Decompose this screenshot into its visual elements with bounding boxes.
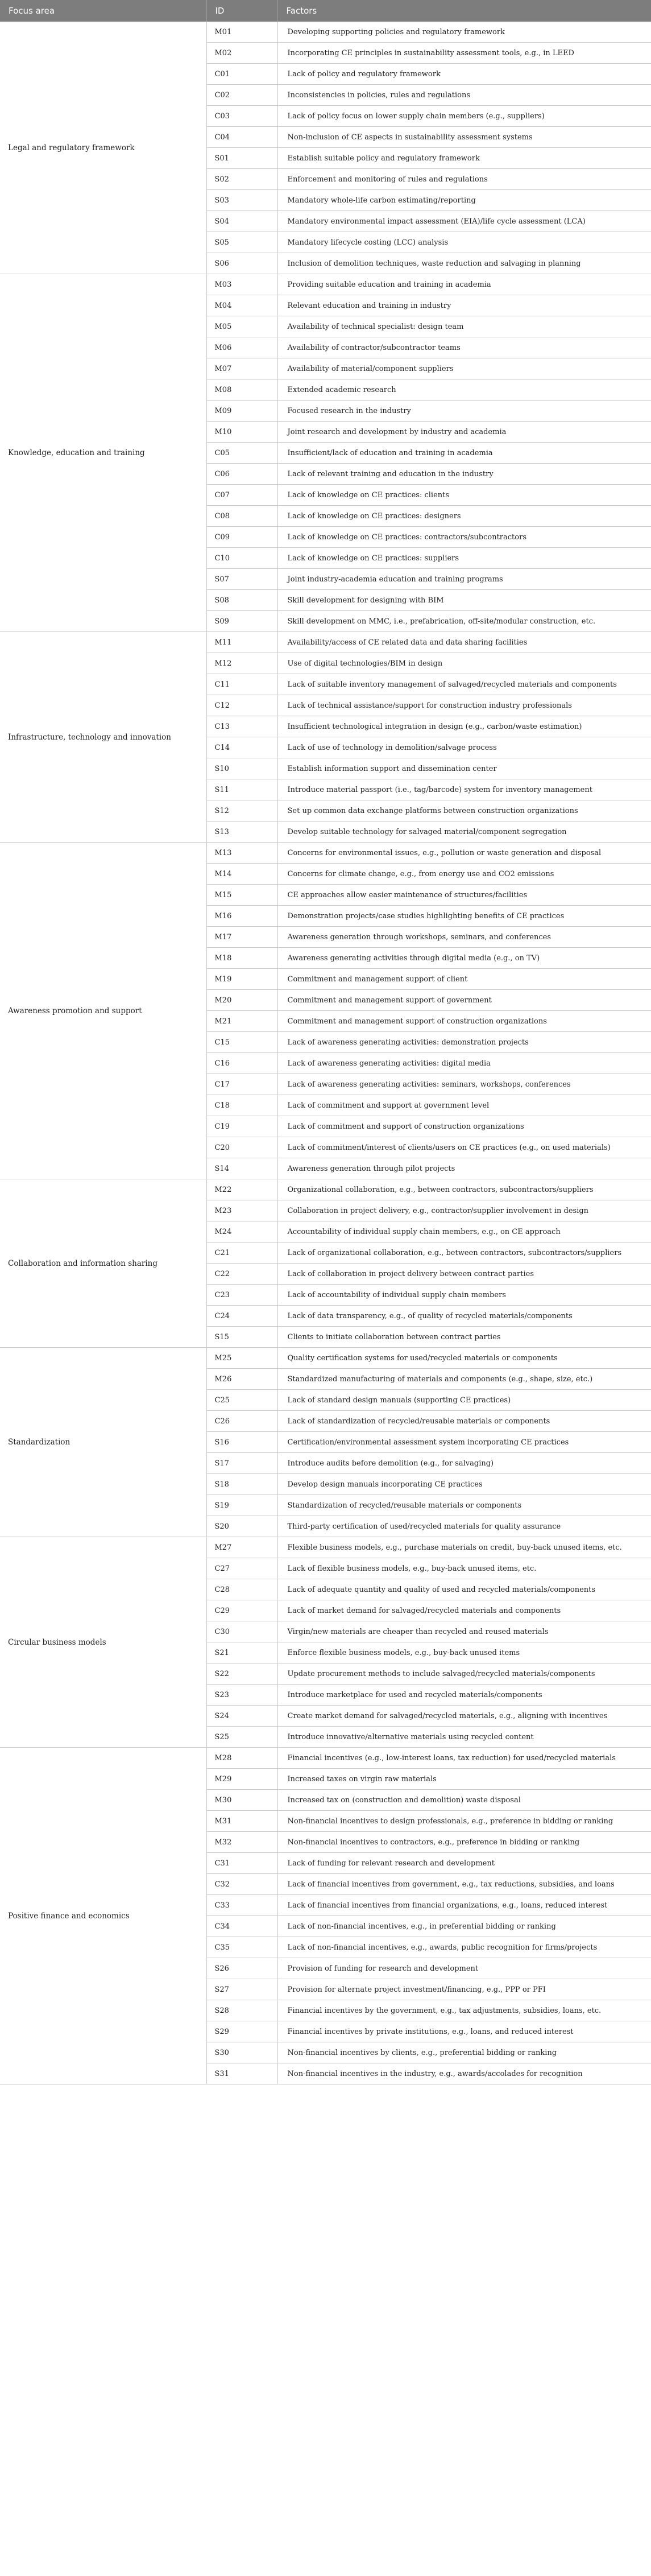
id-cell: C13 [206,716,277,737]
factor-cell: Develop suitable technology for salvaged material/component segregation [277,821,651,843]
id-cell: S12 [206,800,277,821]
id-cell: M20 [206,990,277,1011]
id-cell: C18 [206,1095,277,1116]
id-cell: C32 [206,1874,277,1895]
factor-cell: Virgin/new materials are cheaper than recycled and reused materials [277,1621,651,1642]
id-cell: C20 [206,1137,277,1158]
factor-cell: Provision of funding for research and development [277,1958,651,1979]
factor-cell: Lack of knowledge on CE practices: designers [277,506,651,527]
id-cell: C23 [206,1285,277,1306]
id-cell: M30 [206,1790,277,1811]
id-cell: M08 [206,379,277,401]
id-cell: C34 [206,1916,277,1937]
header-id: ID [206,0,277,22]
id-cell: M02 [206,43,277,64]
table-row [0,843,651,864]
factor-cell: Establish suitable policy and regulatory framework [277,148,651,169]
id-cell: M09 [206,401,277,422]
factor-cell: Non-financial incentives in the industry, e.g., awards/accolades for recognition [277,2063,651,2084]
factor-cell: Lack of commitment and support of construction organizations [277,1116,651,1137]
factor-cell: Quality certification systems for used/recycled materials or components [277,1348,651,1369]
factor-cell: Lack of flexible business models, e.g., buy-back unused items, etc. [277,1558,651,1579]
factor-cell: Focused research in the industry [277,401,651,422]
focus-area-cell: Circular business models [0,1537,206,1748]
id-cell: C02 [206,85,277,106]
id-cell: M31 [206,1811,277,1832]
id-cell: S22 [206,1663,277,1685]
factor-cell: Awareness generating activities through digital media (e.g., on TV) [277,948,651,969]
factor-cell: Lack of organizational collaboration, e.g., between contractors, subcontractors/suppliers [277,1242,651,1264]
factor-cell: Mandatory whole-life carbon estimating/reporting [277,190,651,211]
factor-cell: Lack of awareness generating activities: digital media [277,1053,651,1074]
factor-cell: Awareness generation through pilot projects [277,1158,651,1179]
id-cell: S29 [206,2021,277,2042]
factor-cell: Lack of awareness generating activities: demonstration projects [277,1032,651,1053]
table-row [0,1537,651,1558]
factor-cell: Financial incentives by the government, e.g., tax adjustments, subsidies, loans, etc. [277,2000,651,2021]
id-cell: C16 [206,1053,277,1074]
id-cell: C28 [206,1579,277,1600]
table-row [0,22,651,43]
id-cell: M07 [206,358,277,379]
factor-cell: Enforcement and monitoring of rules and regulations [277,169,651,190]
factor-cell: Inclusion of demolition techniques, waste reduction and salvaging in planning [277,253,651,274]
id-cell: M26 [206,1369,277,1390]
factor-cell: Update procurement methods to include salvaged/recycled materials/components [277,1663,651,1685]
id-cell: M06 [206,337,277,358]
factor-cell: Joint industry-academia education and training programs [277,569,651,590]
id-cell: M28 [206,1748,277,1769]
id-cell: M15 [206,885,277,906]
focus-area-cell: Positive finance and economics [0,1748,206,2084]
id-cell: S03 [206,190,277,211]
factor-cell: Availability/access of CE related data and data sharing facilities [277,632,651,653]
id-cell: C35 [206,1937,277,1958]
id-cell: S15 [206,1327,277,1348]
id-cell: S13 [206,821,277,843]
focus-area-cell: Collaboration and information sharing [0,1179,206,1348]
id-cell: S07 [206,569,277,590]
factor-cell: Availability of material/component suppliers [277,358,651,379]
factor-cell: Standardization of recycled/reusable materials or components [277,1495,651,1516]
id-cell: S19 [206,1495,277,1516]
factor-cell: Introduce innovative/alternative materials using recycled content [277,1727,651,1748]
table-row [0,274,651,295]
id-cell: C06 [206,464,277,485]
factor-cell: Lack of adequate quantity and quality of used and recycled materials/components [277,1579,651,1600]
id-cell: C30 [206,1621,277,1642]
factor-cell: Lack of accountability of individual supply chain members [277,1285,651,1306]
factor-cell: Commitment and management support of client [277,969,651,990]
id-cell: C12 [206,695,277,716]
id-cell: S21 [206,1642,277,1663]
factor-cell: Lack of standard design manuals (supporting CE practices) [277,1390,651,1411]
table-body [0,22,651,2084]
factor-cell: Demonstration projects/case studies highlighting benefits of CE practices [277,906,651,927]
id-cell: M21 [206,1011,277,1032]
factor-cell: Skill development on MMC, i.e., prefabrication, off-site/modular construction, etc. [277,611,651,632]
factor-cell: Availability of technical specialist: design team [277,316,651,337]
factor-cell: Provision for alternate project investment/financing, e.g., PPP or PFI [277,1979,651,2000]
id-cell: S27 [206,1979,277,2000]
id-cell: M04 [206,295,277,316]
table-header [0,0,651,22]
factor-cell: Lack of technical assistance/support for construction industry professionals [277,695,651,716]
factor-cell: Flexible business models, e.g., purchase materials on credit, buy-back unused items, etc. [277,1537,651,1558]
id-cell: C15 [206,1032,277,1053]
factor-cell: Financial incentives by private institutions, e.g., loans, and reduced interest [277,2021,651,2042]
factor-cell: Lack of data transparency, e.g., of quality of recycled materials/components [277,1306,651,1327]
table-row [0,632,651,653]
factor-cell: Create market demand for salvaged/recycled materials, e.g., aligning with incentives [277,1706,651,1727]
factor-cell: Lack of standardization of recycled/reusable materials or components [277,1411,651,1432]
id-cell: C01 [206,64,277,85]
id-cell: C08 [206,506,277,527]
id-cell: C33 [206,1895,277,1916]
factor-cell: Non-financial incentives to contractors, e.g., preference in bidding or ranking [277,1832,651,1853]
id-cell: C09 [206,527,277,548]
factor-cell: Concerns for environmental issues, e.g., pollution or waste generation and disposal [277,843,651,864]
id-cell: S06 [206,253,277,274]
factor-cell: Availability of contractor/subcontractor teams [277,337,651,358]
id-cell: M29 [206,1769,277,1790]
factor-cell: Incorporating CE principles in sustainability assessment tools, e.g., in LEED [277,43,651,64]
id-cell: M17 [206,927,277,948]
id-cell: C25 [206,1390,277,1411]
factor-cell: Collaboration in project delivery, e.g., contractor/supplier involvement in design [277,1200,651,1221]
id-cell: S25 [206,1727,277,1748]
id-cell: S08 [206,590,277,611]
id-cell: M23 [206,1200,277,1221]
factor-cell: Mandatory environmental impact assessment (EIA)/life cycle assessment (LCA) [277,211,651,232]
factor-cell: Mandatory lifecycle costing (LCC) analysis [277,232,651,253]
id-cell: S09 [206,611,277,632]
factor-cell: Commitment and management support of construction organizations [277,1011,651,1032]
id-cell: M24 [206,1221,277,1242]
factor-cell: Relevant education and training in industry [277,295,651,316]
id-cell: C03 [206,106,277,127]
table-row [0,1748,651,1769]
id-cell: S23 [206,1685,277,1706]
factor-cell: Lack of knowledge on CE practices: clients [277,485,651,506]
factor-cell: Lack of non-financial incentives, e.g., awards, public recognition for firms/projects [277,1937,651,1958]
id-cell: M11 [206,632,277,653]
factor-cell: Lack of collaboration in project delivery between contract parties [277,1264,651,1285]
id-cell: M01 [206,22,277,43]
id-cell: M10 [206,422,277,443]
id-cell: S05 [206,232,277,253]
id-cell: C24 [206,1306,277,1327]
id-cell: M25 [206,1348,277,1369]
factor-cell: Non-financial incentives to design professionals, e.g., preference in bidding or ranking [277,1811,651,1832]
id-cell: S11 [206,779,277,800]
id-cell: S28 [206,2000,277,2021]
id-cell: S16 [206,1432,277,1453]
factor-cell: Introduce material passport (i.e., tag/barcode) system for inventory management [277,779,651,800]
id-cell: C14 [206,737,277,758]
id-cell: M32 [206,1832,277,1853]
factor-cell: Lack of awareness generating activities: seminars, workshops, conferences [277,1074,651,1095]
factor-cell: Lack of market demand for salvaged/recycled materials and components [277,1600,651,1621]
factor-cell: Lack of relevant training and education in the industry [277,464,651,485]
factor-cell: Concerns for climate change, e.g., from energy use and CO2 emissions [277,864,651,885]
id-cell: M27 [206,1537,277,1558]
factor-cell: Clients to initiate collaboration between contract parties [277,1327,651,1348]
factor-cell: Third-party certification of used/recycled materials for quality assurance [277,1516,651,1537]
factor-cell: Providing suitable education and training in academia [277,274,651,295]
id-cell: S24 [206,1706,277,1727]
factor-cell: Lack of non-financial incentives, e.g., in preferential bidding or ranking [277,1916,651,1937]
id-cell: S01 [206,148,277,169]
id-cell: C27 [206,1558,277,1579]
id-cell: C31 [206,1853,277,1874]
factor-cell: Insufficient/lack of education and training in academia [277,443,651,464]
factor-cell: Financial incentives (e.g., low-interest loans, tax reduction) for used/recycled materials [277,1748,651,1769]
factor-cell: Lack of suitable inventory management of salvaged/recycled materials and components [277,674,651,695]
id-cell: S31 [206,2063,277,2084]
factor-cell: Lack of commitment/interest of clients/users on CE practices (e.g., on used materials) [277,1137,651,1158]
focus-area-cell: Infrastructure, technology and innovation [0,632,206,843]
factor-cell: Inconsistencies in policies, rules and regulations [277,85,651,106]
factor-cell: Extended academic research [277,379,651,401]
id-cell: M03 [206,274,277,295]
id-cell: M16 [206,906,277,927]
id-cell: C11 [206,674,277,695]
factor-cell: Enforce flexible business models, e.g., buy-back unused items [277,1642,651,1663]
id-cell: M18 [206,948,277,969]
id-cell: M19 [206,969,277,990]
focus-area-cell: Knowledge, education and training [0,274,206,632]
id-cell: S18 [206,1474,277,1495]
id-cell: S04 [206,211,277,232]
factor-cell: Increased tax on (construction and demolition) waste disposal [277,1790,651,1811]
factor-cell: Commitment and management support of government [277,990,651,1011]
factor-cell: Lack of policy and regulatory framework [277,64,651,85]
id-cell: C19 [206,1116,277,1137]
factor-cell: Lack of financial incentives from financial organizations, e.g., loans, reduced interest [277,1895,651,1916]
factor-cell: Insufficient technological integration in design (e.g., carbon/waste estimation) [277,716,651,737]
factor-cell: Lack of financial incentives from government, e.g., tax reductions, subsidies, and loans [277,1874,651,1895]
factor-cell: Increased taxes on virgin raw materials [277,1769,651,1790]
factor-cell: Organizational collaboration, e.g., between contractors, subcontractors/suppliers [277,1179,651,1200]
factor-cell: Set up common data exchange platforms between construction organizations [277,800,651,821]
factor-cell: Standardized manufacturing of materials and components (e.g., shape, size, etc.) [277,1369,651,1390]
factor-cell: Certification/environmental assessment system incorporating CE practices [277,1432,651,1453]
id-cell: C07 [206,485,277,506]
factor-cell: Joint research and development by industry and academia [277,422,651,443]
factor-cell: Awareness generation through workshops, seminars, and conferences [277,927,651,948]
factor-cell: Non-inclusion of CE aspects in sustainability assessment systems [277,127,651,148]
id-cell: M05 [206,316,277,337]
factor-cell: CE approaches allow easier maintenance of structures/facilities [277,885,651,906]
id-cell: S17 [206,1453,277,1474]
id-cell: M14 [206,864,277,885]
focus-area-cell: Legal and regulatory framework [0,22,206,274]
id-cell: M13 [206,843,277,864]
table-row [0,1179,651,1200]
factor-cell: Lack of use of technology in demolition/salvage process [277,737,651,758]
id-cell: C21 [206,1242,277,1264]
factor-cell: Introduce marketplace for used and recycled materials/components [277,1685,651,1706]
id-cell: S26 [206,1958,277,1979]
id-cell: M12 [206,653,277,674]
id-cell: C29 [206,1600,277,1621]
factor-cell: Developing supporting policies and regulatory framework [277,22,651,43]
id-cell: S02 [206,169,277,190]
factor-cell: Lack of funding for relevant research and development [277,1853,651,1874]
id-cell: S30 [206,2042,277,2063]
factor-cell: Lack of commitment and support at government level [277,1095,651,1116]
table-row [0,1348,651,1369]
id-cell: M22 [206,1179,277,1200]
id-cell: C10 [206,548,277,569]
focus-area-cell: Awareness promotion and support [0,843,206,1179]
header-factors: Factors [277,0,651,22]
id-cell: C04 [206,127,277,148]
factor-cell: Skill development for designing with BIM [277,590,651,611]
id-cell: C17 [206,1074,277,1095]
focus-area-cell: Standardization [0,1348,206,1537]
id-cell: S10 [206,758,277,779]
factor-cell: Lack of knowledge on CE practices: suppliers [277,548,651,569]
header-focus-area: Focus area [0,0,206,22]
factor-cell: Use of digital technologies/BIM in design [277,653,651,674]
factor-cell: Accountability of individual supply chain members, e.g., on CE approach [277,1221,651,1242]
id-cell: C22 [206,1264,277,1285]
factor-cell: Introduce audits before demolition (e.g., for salvaging) [277,1453,651,1474]
id-cell: S14 [206,1158,277,1179]
id-cell: C05 [206,443,277,464]
factor-cell: Establish information support and dissemination center [277,758,651,779]
factor-cell: Non-financial incentives by clients, e.g., preferential bidding or ranking [277,2042,651,2063]
factor-cell: Lack of policy focus on lower supply chain members (e.g., suppliers) [277,106,651,127]
factor-cell: Develop design manuals incorporating CE practices [277,1474,651,1495]
id-cell: S20 [206,1516,277,1537]
factor-cell: Lack of knowledge on CE practices: contractors/subcontractors [277,527,651,548]
id-cell: C26 [206,1411,277,1432]
